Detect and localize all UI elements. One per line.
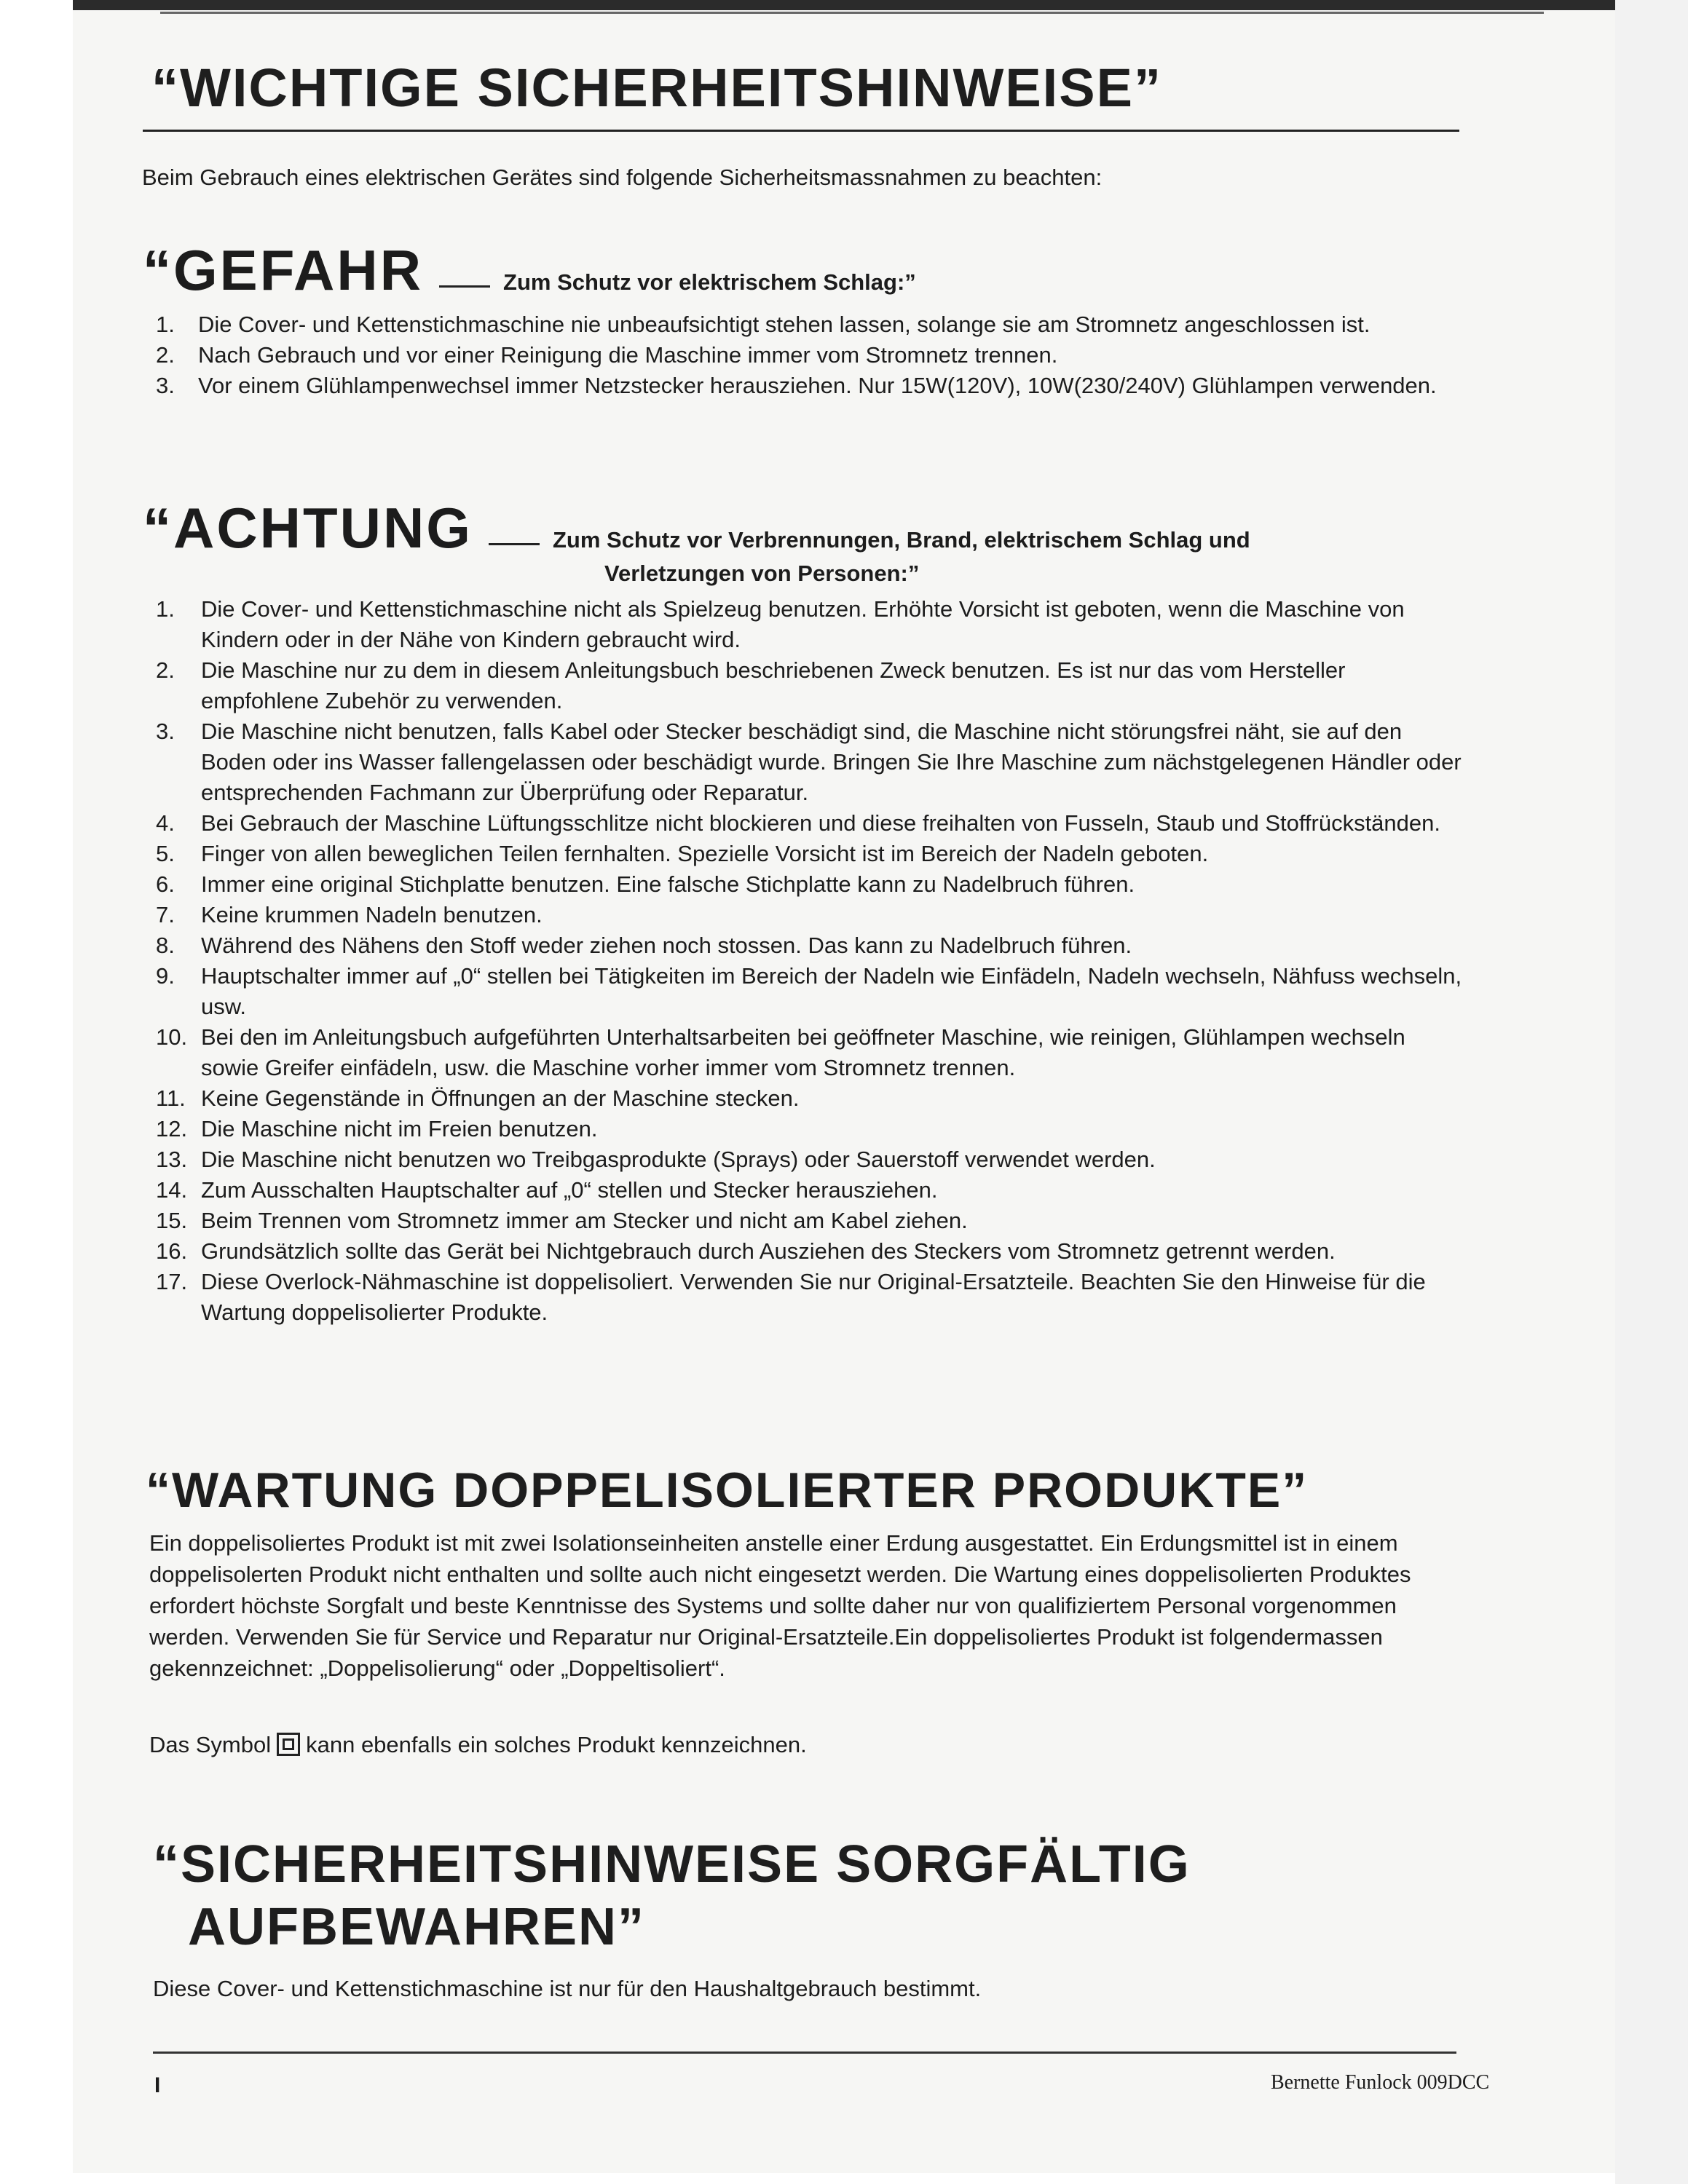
scan-top-edge xyxy=(73,0,1615,10)
item-number: 12. xyxy=(156,1116,188,1142)
symbol-line xyxy=(149,1729,807,1760)
wartung-heading: “WARTUNG DOPPELISOLIERTER PRODUKTE” xyxy=(146,1463,1309,1518)
list-item xyxy=(156,655,1467,716)
item-text: Beim Trennen vom Stromnetz immer am Stecker und nicht am Kabel ziehen. xyxy=(201,1208,968,1233)
item-text: Die Cover- und Kettenstichmaschine nicht als Spielzeug benutzen. Erhöhte Vorsicht ist geboten, wenn die Maschine von Kindern oder in der Nähe von Kindern gebraucht wird. xyxy=(201,596,1405,652)
item-text: Vor einem Glühlampenwechsel immer Netzstecker herausziehen. Nur 15W(120V), 10W(230/240V) Glühlampen verwenden. xyxy=(198,373,1437,398)
list-item xyxy=(156,1236,1467,1267)
item-text: Keine krummen Nadeln benutzen. xyxy=(201,902,543,927)
item-number: 3. xyxy=(156,719,175,744)
gefahr-heading: “GEFAHR xyxy=(143,238,424,302)
list-item xyxy=(156,1175,1467,1206)
list-item xyxy=(156,340,1467,371)
item-number: 16. xyxy=(156,1238,188,1264)
item-text: Nach Gebrauch und vor einer Reinigung die Maschine immer vom Stromnetz trennen. xyxy=(198,342,1058,368)
symbol-text-before: Das Symbol xyxy=(149,1732,272,1757)
title-rule xyxy=(143,130,1459,132)
aufbewahren-heading-line1: “SICHERHEITSHINWEISE SORGFÄLTIG xyxy=(153,1835,1191,1894)
item-number: 3. xyxy=(156,373,175,398)
item-text: Die Maschine nicht benutzen, falls Kabel oder Stecker beschädigt sind, die Maschine nicht störungsfrei näht, sie auf den Boden oder ins Wasser fallengelassen oder beschädigt wurde. Bringen Sie Ihre Maschine zum nächstgelegenen Händler oder entsprechenden Fachmann zur Überprüfung oder Reparatur. xyxy=(201,719,1462,805)
item-text: Die Maschine nur zu dem in diesem Anleitungsbuch beschriebenen Zweck benutzen. Es ist nur das vom Hersteller empfohlene Zubehör zu verwenden. xyxy=(201,657,1346,713)
scan-margin-left xyxy=(0,0,73,2184)
scan-top-line xyxy=(160,12,1544,14)
item-text: Die Maschine nicht im Freien benutzen. xyxy=(201,1116,598,1142)
list-item xyxy=(156,900,1467,930)
list-item xyxy=(156,930,1467,961)
list-item xyxy=(156,1022,1467,1083)
list-item xyxy=(156,961,1467,1022)
item-number: 1. xyxy=(156,312,175,337)
page-number: I xyxy=(154,2073,161,2097)
item-number: 5. xyxy=(156,841,175,866)
list-item xyxy=(156,1083,1467,1114)
item-text: Grundsätzlich sollte das Gerät bei Nichtgebrauch durch Ausziehen des Steckers vom Stromnetz getrennt werden. xyxy=(201,1238,1336,1264)
list-item xyxy=(156,1267,1467,1328)
item-number: 17. xyxy=(156,1269,188,1294)
item-number: 4. xyxy=(156,810,175,836)
list-item xyxy=(156,594,1467,655)
wartung-paragraph: Ein doppelisoliertes Produkt ist mit zwei Isolationseinheiten anstelle einer Erdung ausgestattet. Ein Erdungsmittel ist in einem doppelisolerten Produkt nicht enthalten und sollte auch nicht eingesetzt werden. Die Wartung eines doppelisolierten Produktes erfordert höchste Sorgfalt und beste Kenntnisse des Systems und sollte daher nur von qualifiziertem Personal vorgenommen werden. Verwenden Sie für Service und Reparatur nur Original-Ersatzteile.Ein doppelisoliertes Produkt ist folgendermassen gekennzeichnet: „Doppelisolierung“ oder „Doppeltisoliert“. xyxy=(149,1530,1411,1681)
item-number: 7. xyxy=(156,902,175,927)
item-number: 6. xyxy=(156,871,175,897)
double-insulation-symbol-icon xyxy=(277,1733,300,1756)
footer-rule xyxy=(153,2052,1456,2054)
item-text: Finger von allen beweglichen Teilen fernhalten. Spezielle Vorsicht ist im Bereich der Nadeln geboten. xyxy=(201,841,1209,866)
item-text: Hauptschalter immer auf „0“ stellen bei Tätigkeiten im Bereich der Nadeln wie Einfädeln, Nadeln wechseln, Nähfuss wechseln, usw. xyxy=(201,963,1462,1019)
gefahr-list xyxy=(156,309,1467,401)
item-number: 2. xyxy=(156,657,175,683)
list-item xyxy=(156,1114,1467,1144)
item-number: 10. xyxy=(156,1024,188,1050)
aufbewahren-paragraph: Diese Cover- und Kettenstichmaschine ist nur für den Haushaltgebrauch bestimmt. xyxy=(153,1976,982,2001)
item-text: Während des Nähens den Stoff weder ziehen noch stossen. Das kann zu Nadelbruch führen. xyxy=(201,933,1132,958)
list-item xyxy=(156,309,1467,340)
list-item xyxy=(156,808,1467,839)
item-text: Bei den im Anleitungsbuch aufgeführten Unterhaltsarbeiten bei geöffneter Maschine, wie reinigen, Glühlampen wechseln sowie Greifer einfädeln, usw. die Maschine vorher immer vom Stromnetz trennen. xyxy=(201,1024,1405,1080)
scan-margin-right xyxy=(1615,0,1688,2184)
footer-brand: Bernette Funlock 009DCC xyxy=(1271,2071,1490,2094)
item-number: 2. xyxy=(156,342,175,368)
item-text: Bei Gebrauch der Maschine Lüftungsschlitze nicht blockieren und diese freihalten von Fusseln, Staub und Stoffrückständen. xyxy=(201,810,1441,836)
item-text: Die Cover- und Kettenstichmaschine nie unbeaufsichtigt stehen lassen, solange sie am Stromnetz angeschlossen ist. xyxy=(198,312,1370,337)
aufbewahren-heading-line2: AUFBEWAHREN” xyxy=(188,1898,645,1956)
item-number: 15. xyxy=(156,1208,188,1233)
achtung-dash xyxy=(489,543,540,545)
item-number: 13. xyxy=(156,1147,188,1172)
list-item xyxy=(156,1144,1467,1175)
item-number: 11. xyxy=(156,1085,186,1111)
symbol-text-after: kann ebenfalls ein solches Produkt kennzeichnen. xyxy=(306,1732,807,1757)
list-item xyxy=(156,716,1467,808)
item-text: Immer eine original Stichplatte benutzen. Eine falsche Stichplatte kann zu Nadelbruch führen. xyxy=(201,871,1135,897)
gefahr-dash xyxy=(439,285,490,288)
item-number: 14. xyxy=(156,1177,188,1203)
item-number: 9. xyxy=(156,963,175,989)
list-item xyxy=(156,839,1467,869)
page-title: “WICHTIGE SICHERHEITSHINWEISE” xyxy=(151,58,1162,118)
achtung-heading-row xyxy=(143,495,1250,561)
intro-text: Beim Gebrauch eines elektrischen Gerätes sind folgende Sicherheitsmassnahmen zu beachten: xyxy=(142,165,1103,190)
achtung-subtitle-line1: Zum Schutz vor Verbrennungen, Brand, elektrischem Schlag und xyxy=(552,527,1250,553)
item-number: 1. xyxy=(156,596,175,622)
item-text: Diese Overlock-Nähmaschine ist doppelisoliert. Verwenden Sie nur Original-Ersatzteile. Beachten Sie den Hinweise für die Wartung doppelisolierter Produkte. xyxy=(201,1269,1426,1325)
list-item xyxy=(156,371,1467,401)
item-text: Die Maschine nicht benutzen wo Treibgasprodukte (Sprays) oder Sauerstoff verwendet werden. xyxy=(201,1147,1156,1172)
achtung-list xyxy=(156,594,1467,1328)
gefahr-subtitle: Zum Schutz vor elektrischem Schlag:” xyxy=(503,269,916,295)
achtung-heading: “ACHTUNG xyxy=(143,496,473,560)
achtung-subtitle-line2: Verletzungen von Personen:” xyxy=(604,561,920,586)
gefahr-heading-row xyxy=(143,237,916,304)
item-text: Keine Gegenstände in Öffnungen an der Maschine stecken. xyxy=(201,1085,800,1111)
list-item xyxy=(156,1206,1467,1236)
item-text: Zum Ausschalten Hauptschalter auf „0“ stellen und Stecker herausziehen. xyxy=(201,1177,938,1203)
item-number: 8. xyxy=(156,933,175,958)
list-item xyxy=(156,869,1467,900)
